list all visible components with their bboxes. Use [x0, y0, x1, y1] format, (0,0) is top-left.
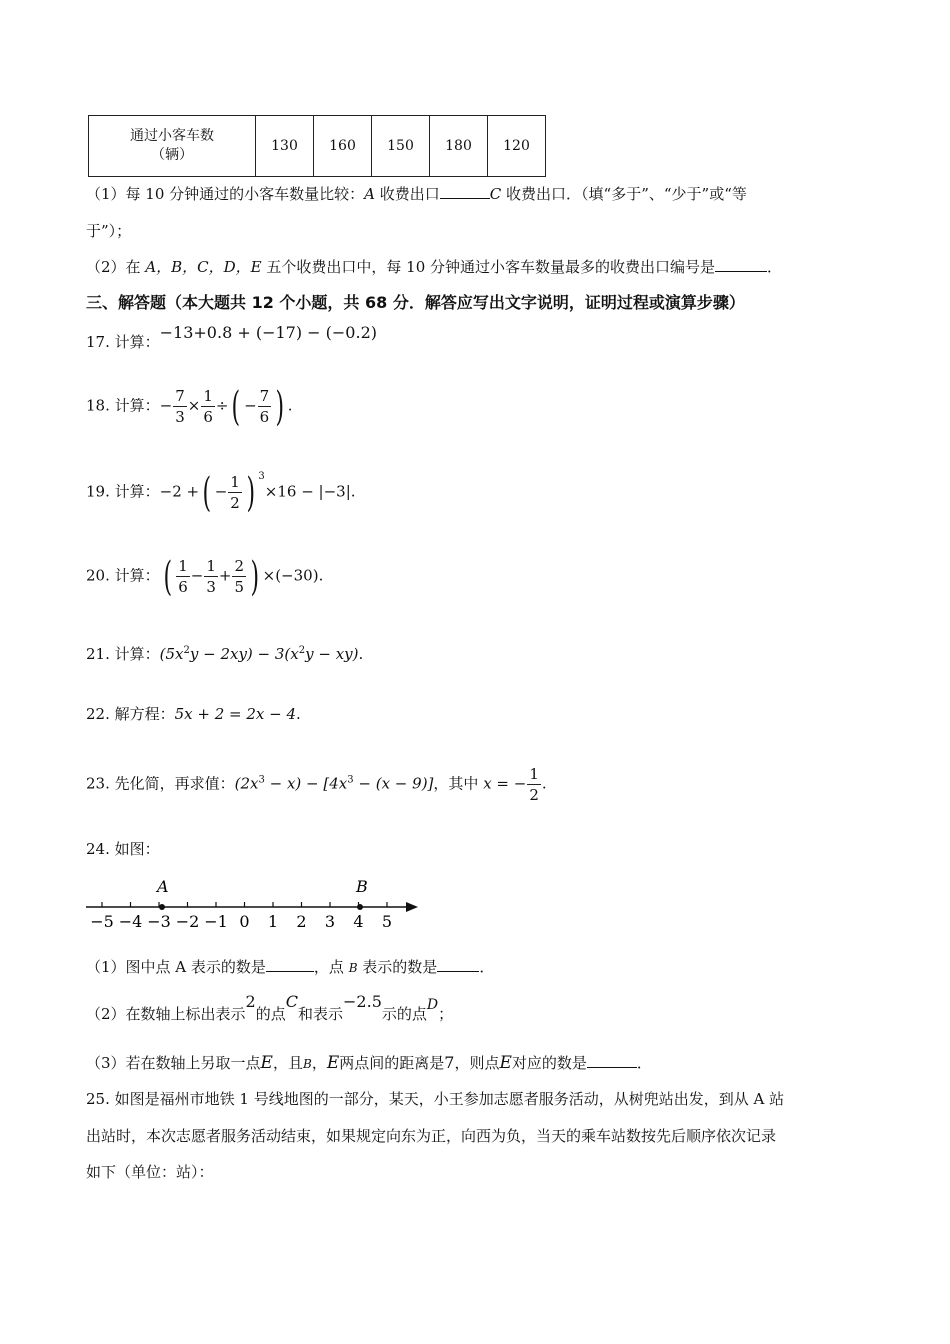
q23-cube1: 3: [258, 774, 265, 786]
q24-p3-B: B: [302, 1057, 312, 1071]
number-line: [86, 874, 426, 934]
arrow-icon: [406, 902, 418, 912]
q19-frac: [228, 472, 242, 513]
q16-p2-text: （2）在: [86, 258, 146, 276]
denominator: 6: [178, 578, 188, 596]
q24-p3-end: ．: [636, 1054, 652, 1072]
q24-p1-text: （1）图中点 A 表示的数是: [86, 958, 266, 976]
q16-p2-end: ．: [767, 258, 783, 276]
denominator: 6: [203, 408, 213, 426]
answer-blank[interactable]: [587, 1053, 637, 1068]
q20-frac3: [232, 556, 246, 597]
tick-label: −2: [175, 912, 200, 931]
q22: 22. 解方程：5x + 2 = 2x − 4.: [86, 705, 301, 723]
q21-sq1: 2: [183, 645, 190, 656]
q24-p3-text5: ，则点: [454, 1054, 500, 1072]
numerator: 1: [529, 765, 539, 783]
denominator: 5: [234, 578, 245, 596]
q23-expr-c: − (x − 9)]: [353, 774, 434, 793]
q18: 18. 计算：− $\frac{7}{3}$ × $\frac{1}{6}$ ÷( − $\frac{7}{6}$ ) .: [86, 383, 293, 430]
tick-label: 4: [353, 912, 364, 931]
q24-p3-7: 7: [444, 1053, 455, 1072]
q16-p1-A: A: [364, 185, 376, 203]
point-a-dot: [159, 904, 165, 910]
q23-where: ，其中: [433, 774, 484, 793]
q20-frac1: [176, 556, 190, 597]
table-header-cell: [89, 116, 256, 177]
tick-label: 1: [267, 912, 279, 931]
q24-p3-text: （3）若在数轴上另取一点: [86, 1054, 261, 1072]
answer-blank[interactable]: [715, 257, 767, 272]
q18-frac2: [201, 386, 215, 427]
q24-p1-text2: ，点: [313, 958, 349, 976]
q24-label: 24. 如图：: [86, 840, 160, 858]
point-b-label: B: [356, 877, 368, 896]
tick-label: −3: [147, 912, 171, 931]
q16-p1-C: C: [489, 185, 502, 203]
answer-blank[interactable]: [437, 957, 479, 972]
q24-p1-text3: 表示的数是: [357, 958, 438, 976]
q24-p3-E: E: [260, 1053, 273, 1073]
q24-p3-text6: 对应的数是: [511, 1054, 587, 1072]
point-b-dot: [357, 904, 363, 910]
table-cell: 180: [430, 116, 488, 177]
q24-p1-end: ．: [479, 958, 495, 976]
q24-p2-text: （2）在数轴上标出表示: [86, 1005, 246, 1023]
q21-label: 21. 计算：: [86, 645, 160, 663]
denominator: 3: [175, 408, 185, 426]
q23-expr-b: − x) − [4x: [264, 774, 348, 793]
q19-tail: ×16 − |−3|: [264, 482, 351, 501]
table-cell: 160: [314, 116, 372, 177]
q24-p2-end: ；: [438, 1005, 454, 1023]
tick-label: −1: [204, 912, 228, 931]
q24-p2-neg: −2.5: [343, 992, 382, 1011]
q24-p3-text3: ，: [311, 1054, 327, 1072]
q22-label: 22. 解方程：: [86, 705, 175, 723]
table-cell: 120: [488, 116, 546, 177]
q20: 20. 计算：( $\frac{1}{6}$ − $\frac{1}{3}$ + $\frac{2}{5}$ ) ×(−30).: [86, 553, 324, 600]
q20-frac2: [204, 556, 218, 597]
numerator: 7: [259, 387, 270, 405]
tick-label: −4: [118, 912, 143, 931]
q17-expr: −13+0.8 + (−17) − (−0.2): [159, 323, 377, 342]
q16-part1: [86, 183, 747, 204]
q19-label: 19. 计算：: [86, 482, 160, 501]
denominator: 2: [529, 786, 539, 804]
q21-expr-a: (5x: [159, 645, 184, 663]
q22-expr: 5x + 2 = 2x − 4: [174, 705, 297, 723]
q21-sq2: 2: [298, 645, 306, 656]
answer-blank[interactable]: [266, 957, 314, 972]
numerator: 1: [206, 557, 216, 575]
q24-p3-E2: E: [326, 1053, 340, 1073]
header-line1: 通过小客车数: [130, 128, 214, 144]
numerator: 1: [178, 557, 188, 575]
q24-p2-text3: 和表示: [298, 1005, 344, 1023]
q24-p2-text2: 的点: [255, 1005, 286, 1023]
q24-p2-D: D: [426, 997, 439, 1013]
q16-p1-text3: 收费出口．（填“多于”、“少于”或“等: [501, 185, 747, 203]
q20-tail: ×(−30): [262, 566, 319, 585]
q25-line2: 出站时，本次志愿者服务活动结束，如果规定向东为正，向西为负，当天的乘车站数按先后顺序依次记录: [86, 1127, 777, 1145]
q24-p2-text4: 示的点: [381, 1005, 427, 1023]
q23-frac: [527, 764, 541, 805]
q23-label: 23. 先化简，再求值：: [86, 774, 235, 793]
point-a-label: A: [157, 877, 169, 896]
q16-part2: [86, 256, 782, 277]
header-line2: （辆）: [151, 147, 193, 163]
q18-frac1: [173, 386, 187, 427]
q24-p2-two: 2: [245, 992, 256, 1011]
q19-exponent: 3: [258, 470, 265, 482]
q18-label: 18. 计算：: [86, 396, 160, 415]
tick-label: 5: [381, 912, 393, 931]
q24-p1-B: B: [348, 961, 358, 975]
q23-cube2: 3: [347, 774, 354, 786]
numerator: 1: [203, 387, 213, 405]
q17-label: 17. 计算：: [86, 333, 160, 351]
numerator: 1: [230, 473, 240, 491]
numerator: 7: [175, 387, 185, 405]
q20-label: 20. 计算：: [86, 566, 160, 585]
q23: 23. 先化简，再求值：$(2x^3 - x) - [4x^3 - (x - 9)]$，其中 x = − $\frac{1}{2}$ .: [86, 765, 547, 804]
table-cell: 150: [372, 116, 430, 177]
tick-label: −5: [90, 912, 114, 931]
q17: [86, 322, 377, 354]
q25-line3: 如下（单位：站）：: [86, 1163, 214, 1181]
q23-expr-a: (2x: [234, 774, 259, 793]
q16-p1-text: （1）每 10 分钟通过的小客车数量比较：: [86, 185, 365, 203]
table-cell: 130: [256, 116, 314, 177]
q21: 21. 计算：$(5x^2y - 2xy) - 3(x^2y - xy)$.: [86, 645, 364, 663]
car-count-table: [88, 115, 546, 177]
q19: 19. 计算：−2 +( − $\frac{1}{2}$ ) $^3$×16 − |−3|.: [86, 469, 356, 516]
denominator: 6: [259, 408, 270, 426]
q24-part2: [86, 992, 454, 1024]
q16-part1-cont: 于”）；: [86, 222, 132, 240]
answer-blank[interactable]: [440, 184, 490, 199]
q19-pre: −2 +: [159, 482, 200, 501]
q25-line1: 25. 如图是福州市地铁 1 号线地图的一部分，某天，小王参加志愿者服务活动，从树兜站出发，到从 A 站: [86, 1090, 785, 1108]
tick-label: 2: [296, 912, 307, 931]
q24-part3: [86, 1052, 652, 1073]
q18-frac3: [258, 386, 272, 427]
q23-xeq: x = −: [483, 774, 527, 793]
denominator: 3: [206, 578, 216, 596]
q16-p2-letters: A，B，C，D，E: [145, 258, 262, 276]
q24-p2-C: C: [285, 992, 298, 1011]
q16-p2-text2: 五个收费出口中，每 10 分钟通过小客车数量最多的收费出口编号是: [261, 258, 716, 276]
denominator: 2: [230, 494, 240, 512]
q24-p3-E3: E: [499, 1053, 512, 1073]
q21-expr-b: y − 2xy) − 3(x: [189, 645, 299, 663]
q21-expr-c: y − xy): [305, 645, 359, 663]
tick-label: 3: [324, 912, 336, 931]
table-row: [89, 116, 546, 177]
section-heading: 三、解答题（本大题共 12 个小题，共 68 分．解答应写出文字说明，证明过程或演算步骤）: [86, 293, 745, 312]
tick-label: 0: [239, 912, 250, 931]
q24-p3-text2: ，且: [272, 1054, 303, 1072]
q24-part1: [86, 956, 494, 977]
q24-p3-text4: 两点间的距离是: [339, 1054, 445, 1072]
q16-p1-text2: 收费出口: [375, 185, 440, 203]
numerator: 2: [234, 557, 245, 575]
